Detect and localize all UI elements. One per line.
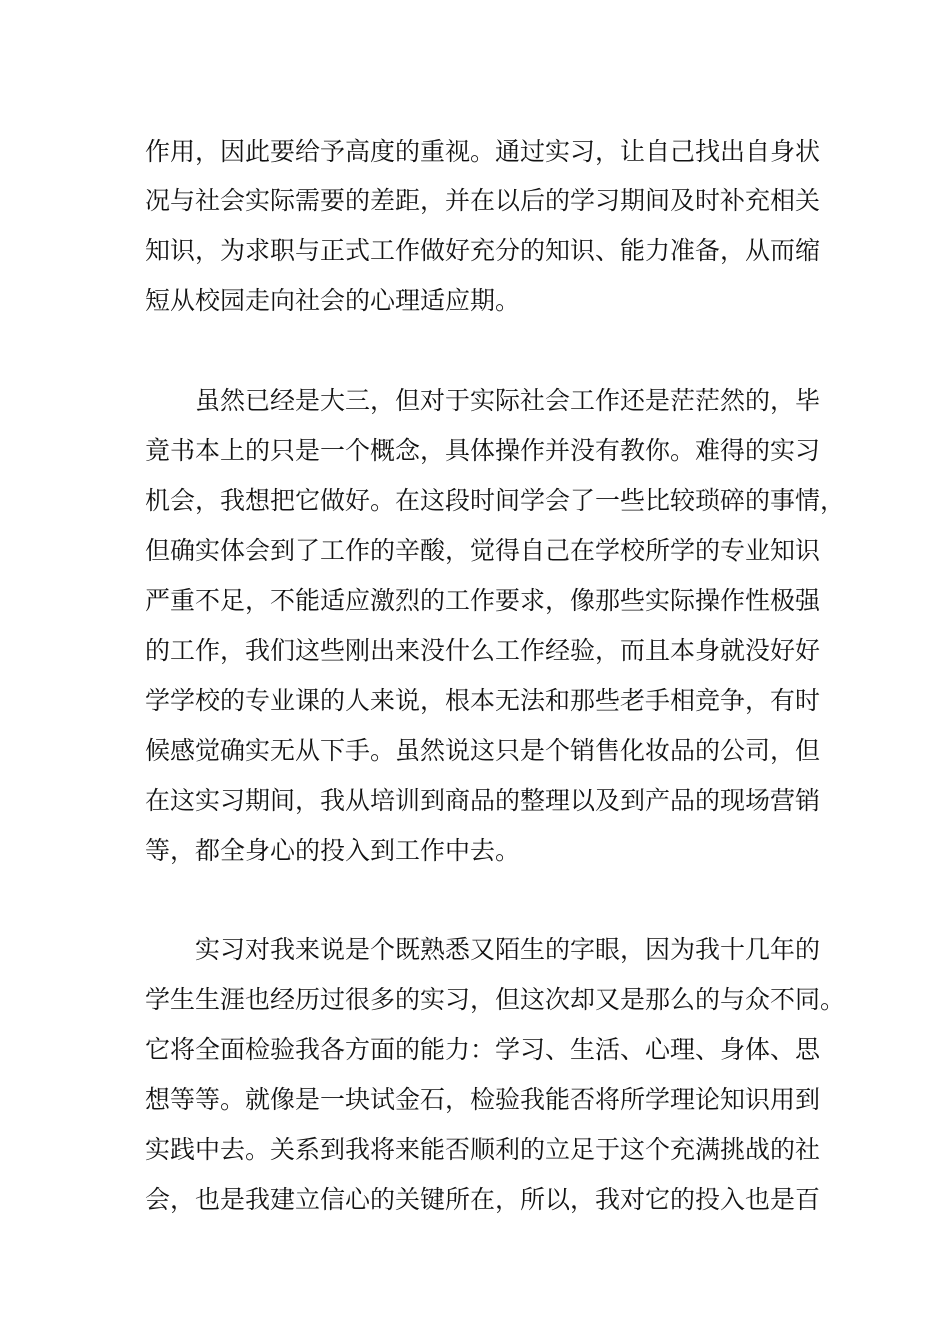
paragraph-1-line-4: 短从校园走向社会的心理适应期。	[145, 286, 521, 315]
paragraph-2-line-6: 的工作，我们这些刚出来没什么工作经验，而且本身就没好好	[145, 636, 821, 665]
paragraph-3-line-1: 实习对我来说是个既熟悉又陌生的字眼，因为我十几年的	[195, 935, 821, 964]
paragraph-2-line-2: 竟书本上的只是一个概念，具体操作并没有教你。难得的实习	[145, 436, 821, 465]
paragraph-1-line-1: 作用，因此要给予高度的重视。通过实习，让自己找出自身状	[145, 137, 821, 166]
paragraph-3-line-4: 想等等。就像是一块试金石，检验我能否将所学理论知识用到	[145, 1085, 821, 1114]
paragraph-2-line-5: 严重不足，不能适应激烈的工作要求，像那些实际操作性极强	[145, 586, 821, 615]
paragraph-2-line-8: 候感觉确实无从下手。虽然说这只是个销售化妆品的公司，但	[145, 736, 821, 765]
paragraph-3-line-5: 实践中去。关系到我将来能否顺利的立足于这个充满挑战的社	[145, 1135, 821, 1164]
paragraph-2-line-7: 学学校的专业课的人来说，根本无法和那些老手相竞争，有时	[145, 686, 821, 715]
paragraph-2-line-1: 虽然已经是大三，但对于实际社会工作还是茫茫然的，毕	[195, 386, 821, 415]
paragraph-2-line-9: 在这实习期间，我从培训到商品的整理以及到产品的现场营销	[145, 786, 821, 815]
paragraph-3-line-3: 它将全面检验我各方面的能力：学习、生活、心理、身体、思	[145, 1035, 821, 1064]
paragraph-3-line-2: 学生生涯也经历过很多的实习，但这次却又是那么的与众不同。	[145, 985, 846, 1014]
paragraph-3-line-6: 会，也是我建立信心的关键所在，所以，我对它的投入也是百	[145, 1185, 821, 1214]
paragraph-2-line-4: 但确实体会到了工作的辛酸，觉得自己在学校所学的专业知识	[145, 536, 821, 565]
paragraph-1-line-2: 况与社会实际需要的差距，并在以后的学习期间及时补充相关	[145, 186, 821, 215]
paragraph-2-line-3: 机会，我想把它做好。在这段时间学会了一些比较琐碎的事情，	[145, 486, 846, 515]
paragraph-2-line-10: 等，都全身心的投入到工作中去。	[145, 836, 521, 865]
paragraph-1-line-3: 知识，为求职与正式工作做好充分的知识、能力准备，从而缩	[145, 236, 821, 265]
